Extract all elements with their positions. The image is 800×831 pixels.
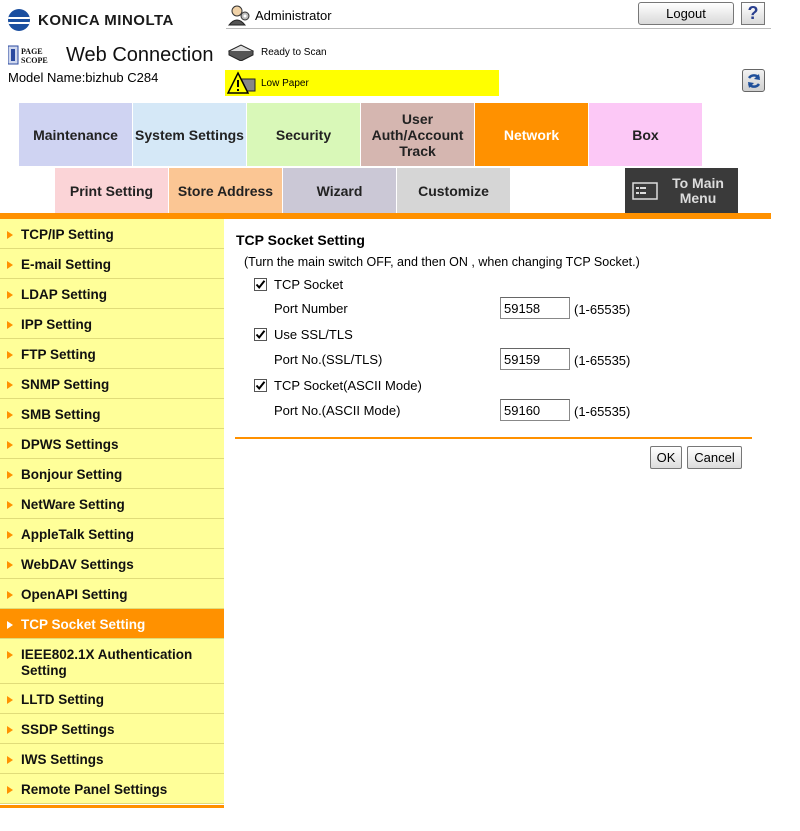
- to-main-menu-button[interactable]: [625, 168, 738, 213]
- checkbox-checked-icon[interactable]: [254, 328, 267, 341]
- sidebar-item-label: DPWS Settings: [21, 437, 119, 452]
- product-name: Web Connection: [66, 43, 214, 66]
- tab-box[interactable]: Box: [589, 103, 702, 166]
- sidebar-item-ftp[interactable]: [0, 339, 224, 369]
- sidebar-item-snmp[interactable]: [0, 369, 224, 399]
- ascii-port-range: (1-65535): [574, 404, 631, 419]
- refresh-icon: [745, 72, 763, 90]
- arrow-right-icon: [7, 756, 13, 764]
- sidebar-item-label: IPP Setting: [21, 317, 93, 332]
- sidebar-item-label: SSDP Settings: [21, 722, 115, 737]
- ssl-port-label: Port No.(SSL/TLS): [274, 352, 383, 367]
- sidebar-item-label: SMB Setting: [21, 407, 101, 422]
- sidebar-item-iws[interactable]: [0, 744, 224, 774]
- tcp-socket-label: TCP Socket: [274, 277, 344, 292]
- tcp-socket-checkbox[interactable]: [254, 277, 343, 292]
- arrow-right-icon: [7, 471, 13, 479]
- sidebar-item-label: Remote Panel Settings: [21, 782, 168, 797]
- arrow-right-icon: [7, 561, 13, 569]
- help-button[interactable]: ?: [741, 2, 765, 25]
- checkbox-checked-icon[interactable]: [254, 379, 267, 392]
- sidebar-item-label: NetWare Setting: [21, 497, 125, 512]
- arrow-right-icon: [7, 501, 13, 509]
- user-indicator: [227, 4, 332, 26]
- sidebar-item-label: E-mail Setting: [21, 257, 112, 272]
- port-number-label: Port Number: [274, 301, 348, 316]
- tab-print-setting[interactable]: Print Setting: [55, 168, 168, 213]
- sidebar-item-smb[interactable]: [0, 399, 224, 429]
- sidebar-item-ldap[interactable]: [0, 279, 224, 309]
- konica-minolta-mark-icon: [8, 9, 30, 31]
- tab-maintenance[interactable]: Maintenance: [19, 103, 132, 166]
- port-number-input[interactable]: [500, 297, 570, 319]
- administrator-icon: [227, 4, 251, 26]
- content-divider: [235, 437, 752, 439]
- sidebar-item-remote-panel[interactable]: [0, 774, 224, 804]
- user-name: Administrator: [255, 7, 332, 23]
- sidebar-item-email[interactable]: [0, 249, 224, 279]
- sidebar-item-appletalk[interactable]: [0, 519, 224, 549]
- ascii-port-label: Port No.(ASCII Mode): [274, 403, 401, 418]
- ssl-port-range: (1-65535): [574, 353, 631, 368]
- sidebar-item-label: SNMP Setting: [21, 377, 110, 392]
- arrow-right-icon: [7, 726, 13, 734]
- refresh-button[interactable]: [742, 69, 765, 92]
- tab-user-auth-account-track[interactable]: User Auth/Account Track: [361, 103, 474, 166]
- ready-status-text: Ready to Scan: [261, 46, 327, 58]
- svg-text:SCOPE: SCOPE: [21, 56, 48, 65]
- warning-printer-icon: [227, 71, 257, 95]
- sidebar-item-webdav[interactable]: [0, 549, 224, 579]
- arrow-right-icon: [7, 786, 13, 794]
- sidebar-item-label: AppleTalk Setting: [21, 527, 135, 542]
- page-title: TCP Socket Setting: [236, 232, 365, 248]
- pagescope-logo: [8, 44, 214, 66]
- checkbox-checked-icon[interactable]: [254, 278, 267, 291]
- pagescope-badge-icon: [8, 44, 58, 66]
- sidebar-item-label: IWS Settings: [21, 752, 104, 767]
- low-paper-warning: [225, 70, 499, 96]
- arrow-right-icon: [7, 591, 13, 599]
- konica-minolta-logo: [8, 8, 218, 32]
- scanner-icon: [227, 43, 255, 61]
- use-ssl-tls-label: Use SSL/TLS: [274, 327, 353, 342]
- arrow-right-icon: [7, 621, 13, 629]
- sidebar-item-label: TCP Socket Setting: [21, 617, 146, 632]
- scanner-status: [227, 43, 327, 61]
- arrow-right-icon: [7, 696, 13, 704]
- arrow-right-icon: [7, 351, 13, 359]
- ok-button[interactable]: OK: [650, 446, 682, 469]
- sidebar-item-ssdp[interactable]: [0, 714, 224, 744]
- tab-system-settings[interactable]: System Settings: [133, 103, 246, 166]
- arrow-right-icon: [7, 291, 13, 299]
- tcp-socket-ascii-checkbox[interactable]: [254, 378, 422, 393]
- sidebar-item-ieee8021x[interactable]: [0, 639, 224, 684]
- sidebar-item-netware[interactable]: [0, 489, 224, 519]
- sidebar-item-ipp[interactable]: [0, 309, 224, 339]
- sidebar-item-label: LDAP Setting: [21, 287, 108, 302]
- ssl-port-input[interactable]: [500, 348, 570, 370]
- sidebar-item-lltd[interactable]: [0, 684, 224, 714]
- sidebar-item-openapi[interactable]: [0, 579, 224, 609]
- sidebar-item-label: IEEE802.1X Authentication Setting: [21, 647, 193, 678]
- arrow-right-icon: [7, 231, 13, 239]
- arrow-right-icon: [7, 531, 13, 539]
- arrow-right-icon: [7, 651, 13, 659]
- tab-security[interactable]: Security: [247, 103, 360, 166]
- arrow-right-icon: [7, 411, 13, 419]
- header-divider: [226, 28, 771, 29]
- model-name: Model Name:bizhub C284: [8, 70, 159, 85]
- sidebar-item-label: LLTD Setting: [21, 692, 104, 707]
- ascii-port-input[interactable]: [500, 399, 570, 421]
- sidebar-item-label: Bonjour Setting: [21, 467, 123, 482]
- tab-customize[interactable]: Customize: [397, 168, 510, 213]
- arrow-right-icon: [7, 321, 13, 329]
- to-main-menu-label: To Main Menu: [672, 174, 724, 206]
- arrow-right-icon: [7, 381, 13, 389]
- sidebar-item-label: TCP/IP Setting: [21, 227, 114, 242]
- brand-name: KONICA MINOLTA: [38, 11, 174, 29]
- svg-text:PAGE: PAGE: [21, 47, 43, 56]
- sidebar-item-tcp-socket[interactable]: [0, 609, 224, 639]
- main-menu-icon: [632, 182, 658, 200]
- logout-button[interactable]: Logout: [638, 2, 734, 25]
- tab-store-address[interactable]: Store Address: [169, 168, 282, 213]
- sidebar-item-label: FTP Setting: [21, 347, 96, 362]
- cancel-button[interactable]: Cancel: [687, 446, 742, 469]
- sidebar-item-label: WebDAV Settings: [21, 557, 134, 572]
- sidebar-bottom-bar: [0, 805, 224, 808]
- arrow-right-icon: [7, 261, 13, 269]
- sidebar-item-bonjour[interactable]: [0, 459, 224, 489]
- tab-network[interactable]: Network: [475, 103, 588, 166]
- tcp-socket-ascii-label: TCP Socket(ASCII Mode): [274, 378, 422, 393]
- tab-wizard[interactable]: Wizard: [283, 168, 396, 213]
- sidebar-item-label: OpenAPI Setting: [21, 587, 128, 602]
- sidebar-item-tcp-ip[interactable]: [0, 219, 224, 249]
- arrow-right-icon: [7, 441, 13, 449]
- sidebar-item-dpws[interactable]: [0, 429, 224, 459]
- low-paper-text: Low Paper: [261, 77, 309, 89]
- restart-note: (Turn the main switch OFF, and then ON , when changing TCP Socket.): [244, 255, 640, 269]
- use-ssl-tls-checkbox[interactable]: [254, 327, 353, 342]
- port-number-range: (1-65535): [574, 302, 631, 317]
- sidebar-menu: [0, 219, 224, 804]
